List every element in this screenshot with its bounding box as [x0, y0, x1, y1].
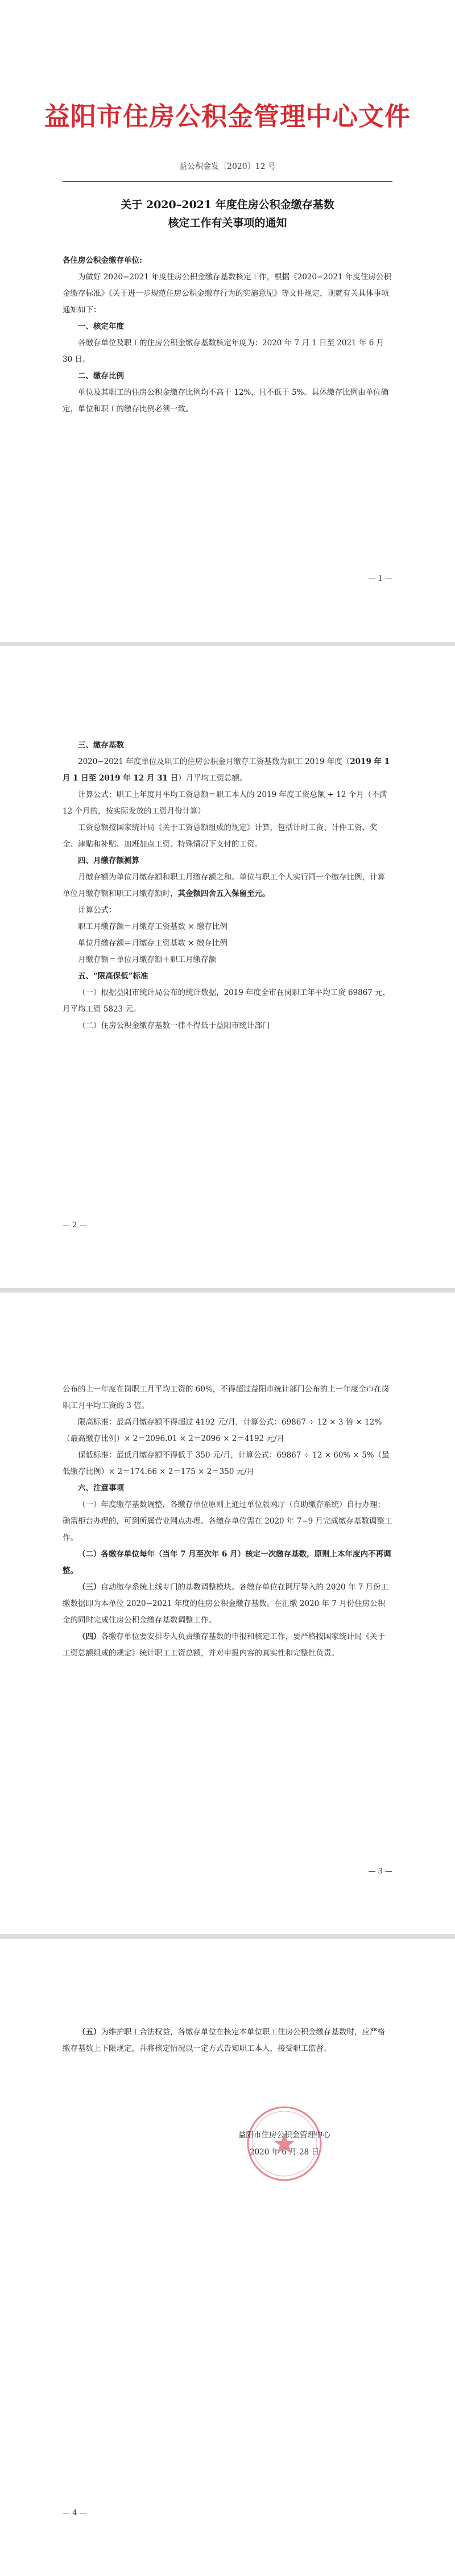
signatory: 益阳市住房公积金管理中心 — [238, 2131, 330, 2140]
section-1-text: 各缴存单位及职工的住房公积金缴存基数核定年度为：2020 年 7 月 1 日至 2021 年 6 月 30 日。 — [63, 338, 384, 364]
section-5-cap-standard: 限高标准：最高月缴存额不得超过 4192 元/月，计算公式：69867 ÷ 12 × 3 倍 × 12%（最高缴存比例）× 2＝2096.01 × 2＝2096 × 2＝4192 元/月 — [63, 1418, 382, 1443]
page-3-body — [63, 1381, 392, 1662]
section-5-paragraph-1: （一）根据益阳市统计局公布的统计数据，2019 年度全市在岗职工年平均工资 69867 元，月平均工资 5823 元。 — [63, 988, 391, 1014]
page-3 — [0, 1293, 455, 1934]
s6-item-5-text: 为维护职工合法权益，各缴存单位在核定本单位职工住房公积金缴存基数时，应严格缴存基数上下限规定，并将核定情况以一定方式告知职工本人，接受职工监督。 — [63, 2028, 385, 2053]
header-divider — [63, 181, 392, 182]
section-4-formula-label: 计算公式： — [78, 906, 117, 915]
section-3-paragraph-2: 计算公式：职工上年度月平均工资总额＝职工本人的 2019 年度工资总额 ÷ 12 个月（不满 12 个月的，按实际发放的工资月份计算） — [63, 790, 387, 816]
issuer-header: 益阳市住房公积金管理中心文件 — [44, 101, 411, 131]
section-5-paragraph-2-continued: 公布的上一年度在岗职工月平均工资的 60%，不得超过益阳市统计部门公布的上一年度全市在岗职工月平均工资的 3 倍。 — [63, 1385, 390, 1410]
section-5-heading: 五、“限高保低”标准 — [78, 972, 148, 981]
section-5-paragraph-2-start: （二）住房公积金缴存基数一律不得低于益阳市统计部门 — [78, 1021, 270, 1030]
page-number-2: — 2 — — [63, 1221, 87, 1229]
section-4-formula-2: 单位月缴存额＝月缴存工资基数 × 缴存比例 — [78, 939, 228, 948]
issue-date: 2020 年 6 月 28 日 — [249, 2148, 320, 2157]
s6-item-4-marker: （四） — [78, 1632, 101, 1641]
section-5-floor-standard: 保低标准：最低月缴存额不得低于 350 元/月，计算公式：69867 ÷ 12 × 60% × 5%（最低缴存比例）× 2＝174.66 × 2＝175 × 2＝350 元/月 — [63, 1451, 390, 1476]
s6-item-4-text: 各缴存单位要安排专人负责缴存基数的申报和核定工作，要严格按国家统计局《关于工资总额组成的规定》统计职工工资总额，并对申报内容的真实性和完整性负责。 — [63, 1632, 385, 1658]
section-6-item-3 — [63, 1579, 392, 1629]
page-number-3: — 3 — — [368, 1867, 392, 1876]
notice-title — [63, 196, 392, 232]
section-6-item-1: （一）年度缴存基数调整，各缴存单位原则上通过单位版网厅（自助缴存系统）自行办理；确需柜台办理的，可到所属营业网点办理。各缴存单位需在 2020 年 7−9 月完成缴存基数调整工作。 — [63, 1500, 392, 1542]
notice-title-line-2: 核定工作有关事项的通知 — [168, 217, 287, 229]
section-6-item-2: （二）各缴存单位每年（当年 7 月至次年 6 月）核定一次缴存基数，原则上本年度内不再调整。 — [63, 1550, 391, 1575]
page-1-body — [63, 253, 392, 418]
s6-item-5-marker: （五） — [78, 2028, 101, 2037]
section-1-heading: 一、核定年度 — [78, 322, 124, 331]
section-4-formula-3: 月缴存额＝单位月缴存额＋职工月缴存额 — [78, 955, 216, 964]
document-number: 益公积金发〔2020〕12 号 — [179, 162, 276, 171]
section-3-heading: 三、缴存基数 — [78, 741, 124, 750]
section-6-item-5 — [63, 2024, 392, 2057]
section-2-heading: 二、缴存比例 — [78, 371, 124, 381]
section-6-heading: 六、注意事项 — [78, 1484, 124, 1493]
section-4-formula-1: 职工月缴存额＝月缴存工资基数 × 缴存比例 — [78, 922, 228, 931]
section-3-paragraph-3: 工资总额按国家统计局《关于工资总额组成的规定》计算，包括计时工资、计件工资、奖金、津贴和补贴、加班加点工资、特殊情况下支付的工资。 — [63, 823, 378, 849]
s3-p1-part-b: ）月平均工资总额。 — [178, 774, 247, 783]
s3-p1-part-a: 2020−2021 年度单位及职工的住房公积金月缴存工资基数为职工 2019 年度（ — [78, 757, 350, 766]
s3-p1-bold-period: 2019 年 1 月 1 日至 2019 年 12 月 31 日 — [63, 757, 390, 783]
s4-p1-part-a: 月缴存额为单位月缴存额和职工月缴存额之和。单位与职工个人实行同一个缴存比例，计算单位月缴存额和职工月缴存额时， — [63, 873, 385, 898]
section-2-text: 单位及其职工的住房公积金缴存比例均不高于 12%，且不低于 5%。具体缴存比例由单位确定，单位和职工的缴存比例必须一致。 — [63, 388, 389, 414]
section-6-item-4 — [63, 1629, 392, 1662]
notice-title-line-1: 关于 2020–2021 年度住房公积金缴存基数 — [121, 199, 334, 211]
signature-block — [210, 2127, 358, 2161]
section-4-heading: 四、月缴存额测算 — [78, 856, 139, 865]
s6-item-3-marker: （三） — [78, 1583, 101, 1592]
page-2 — [0, 646, 455, 1288]
s6-item-3-text: 自动缴存系统上线专门的基数调整模块。各缴存单位在网厅导入的 2020 年 7 月份工缴数据即为本单位 2020−2021 年度的住房公积金缴存基数。在汇缴 2020 年 7 月份住房公积金的同时完成住房公积金缴存基数调整工作。 — [63, 1583, 389, 1625]
section-3-paragraph-1 — [63, 754, 392, 787]
s4-p1-bold: 其金额四舍五入保留至元。 — [177, 889, 270, 898]
addressee: 各住房公积金缴存单位: — [63, 256, 142, 265]
section-4-paragraph-1 — [63, 869, 392, 902]
page-4-body — [63, 2024, 392, 2057]
page-2-body — [63, 737, 392, 1034]
page-1 — [0, 0, 455, 642]
page-4 — [0, 1939, 455, 2576]
page-number-4: — 4 — — [63, 2509, 87, 2517]
page-number-1: — 1 — — [368, 575, 392, 583]
intro-paragraph: 为做好 2020−2021 年度住房公积金缴存基数核定工作，根据《2020−2021 年度住房公积金缴存标准》《关于进一步规范住房公积金缴存行为的实施意见》等文件规定，现就有关具体事项通知如下： — [63, 273, 391, 315]
